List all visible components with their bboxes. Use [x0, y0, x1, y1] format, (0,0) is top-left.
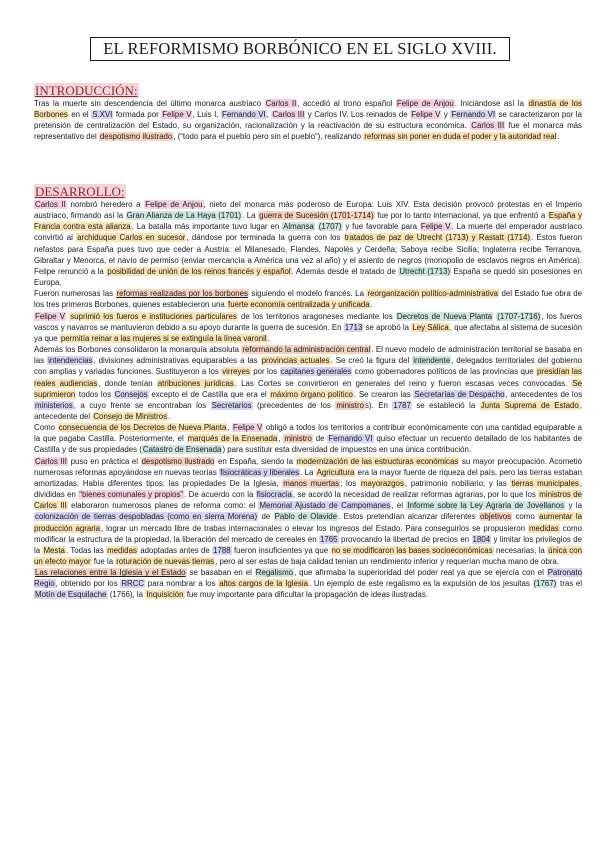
highlight-mark: Utrecht (1713): [399, 266, 451, 276]
highlight-mark: Fernando VI: [451, 110, 496, 120]
highlight-mark: ministro: [284, 434, 312, 444]
highlight-mark: Fernando VI: [222, 110, 266, 120]
highlight-mark: colonización de tierras despobladas (como en sierra Morena): [35, 512, 258, 522]
highlight-mark: consecuencia de los Decretos de Nueva Planta: [58, 423, 227, 433]
highlight-mark: reformas sin poner en duda el poder y la autoridad real: [364, 132, 557, 142]
highlight-mark: Carlos II: [35, 200, 66, 209]
highlight-mark: 1804: [472, 534, 491, 544]
highlight-mark: 1787: [393, 400, 411, 410]
highlight-mark: Inquisición: [146, 590, 184, 600]
highlight-mark: Junta Suprema de Estado: [480, 400, 579, 410]
highlight-mark: ministro: [336, 400, 364, 410]
paragraph-carlos-iii: Carlos III puso en práctica el despotismo ilustrado en España, siendo la modernización de las estructuras económicas su mayor preocupación. Acometió numerosas reformas apoyándose en nuevas teorías fisiocráticas y liberales. La Agricultura era la mayor fuente de riqueza del país, pero las tierras estaban amortizadas. Había diferentes tipos: las propiedades De la Iglesia, manos muertas; los mayorazgos, patrimonio nobiliario; y las tierras municipales, divididas en “bienes comunales y propios”. De acuerdo con la fisiocracia, se acordó la necesidad de realizar reformas agrarias, por lo que los ministros de Carlos III elaboraron numerosos planes de reforma como: el Memorial Ajustado de Campomanes, el Informe sobre la Ley Agraria de Jovellanos y la colonización de tierras despobladas (como en sierra Morena) de Pablo de Olavide. Estos pretendían alcanzar diferentes objetivos como aumentar la producción agraria, lograr un mercado libre de trabas internacionales o elevar los ingresos del Estado. Para conseguirlos se propusieron medidas como modificar la estructura de la propiedad, la liberación del mercado de cereales en 1765 provocando la libertad de precios en 1804 y limitar los privilegios de la Mesta. Todas las medidas adoptadas antes de 1788 fueron insuficientes ya que no se modificaron las bases socioeconómicas necesarias, la única con un efecto mayor fue la roturación de nuevas tierras, pero al ser estas de baja calidad tenían un rendimiento inferior y requerían mucha mano de obra.: [34, 456, 583, 566]
highlight-mark: “bienes comunales y propios”: [79, 490, 184, 500]
paragraph-reformas: Fueron numerosas las reformas realizadas por los borbones siguiendo el modelo francés. La reorganización político-administrativa del Estado fue obra de los tres primeros Borbones, quienes establecieron una fuerte economía centralizada y unificada.: [34, 289, 582, 310]
paragraph-regalismo: Las relaciones entre la Iglesia y el Estado se basaban en el Regalismo, que afirmaba la superioridad del poder real ya que se ejercía con el Patronato Regio, obtenido por los RRCC para nombrar a los altos cargos de la Iglesia. Un ejemplo de este regalismo es la expulsión de los jesuitas (1767) tras el Motín de Esquilache (1766), la Inquisición fue muy importante para dificultar la propagación de ideas ilustradas.: [34, 568, 582, 600]
highlight-mark: virreyes: [222, 367, 250, 377]
highlight-mark: tratados de paz de Utrecht (1713) y Rastatt (1714): [344, 233, 531, 243]
paragraph-sucesion: Carlos II nombró heredero a Felipe de Anjou, nieto del monarca más poderoso de Europa: Luis XIV. Esta decisión provocó protestas en el Imperio austriaco, firmando así la Gran Alianza de La Haya (1701). La guerra de Sucesión (1701-1714) fue por lo tanto internacional, ya que enfrentó a España y Francia contra esta alianza. La batalla más importante tuvo lugar en Almansa (1707) y fue favorable para Felipe V. La muerte del emperador austriaco convirtió al archiduque Carlos en sucesor, dándose por terminada la guerra con los tratados de paz de Utrecht (1713) y Rastatt (1714). Estos fueron nefastos para España pues tuvo que ceder a Austria: el Milanesado, Flandes, Napolés y Cerdeña; Saboya recibe Sicilia; Inglaterra recibe Terranova, Gibraltar y Menorca, el navío de permiso (enviar mercancía a América una vez al año) y el asiento de negros (monopolio de esclavos negros en América). Felipe renunció a la posibilidad de unión de los reinos francés y español. Además desde el tratado de Utrecht (1713) España se quedó sin posesiones en Europa.: [34, 200, 582, 288]
highlight-mark: Felipe V: [233, 423, 263, 433]
highlight-mark: Felipe V: [35, 311, 65, 321]
highlight-mark: atribuciones jurídicas: [157, 378, 234, 388]
highlight-mark: Informe sobre la Ley Agraria de Jovellanos: [407, 501, 565, 511]
highlight-mark: Felipe V: [420, 222, 451, 232]
highlight-mark: Felipe V: [162, 110, 192, 120]
highlight-mark: presidían las reales audiencias: [34, 367, 582, 388]
highlight-mark: reformando la administración central: [242, 345, 371, 355]
highlight-mark: provincias actuales: [261, 356, 330, 366]
highlight-mark: suprimió los fueros e instituciones particulares: [70, 311, 237, 321]
highlight-mark: única con un efecto mayor: [34, 545, 582, 566]
highlight-mark: reorganización político-administrativa: [367, 289, 498, 299]
highlight-mark: marqués de la Ensenada: [187, 434, 278, 444]
highlight-mark: dinastía de los Borbones: [34, 99, 582, 120]
paragraph-administracion: Además los Borbones consolidaron la monarquía absoluta reformando la administración central. El nuevo modelo de administración territorial se basaba en las intendencias, divisiones administrativas equiparables a las provincias actuales. Se creó la figura del intendente, delegados territoriales del gobierno con amplias y variadas funciones. Sustituyeron a los virreyes por los capitanes generales como gobernadores políticos de las provincias que presidían las reales audiencias, donde tenían atribuciones jurídicas. Las Cortes se convirtieron en generales del reino y fueron escasas veces convocadas. Se suprimieron todos los Consejos excepto el de Castilla que era el máximo órgano político. Se crearon las Secretarías de Despacho, antecedentes de los ministerios, a cuyo frente se encontraban los Secretarios (precedentes de los ministros). En 1787 se estableció la Junta Suprema de Estado, antecedente del Consejo de Ministros.: [34, 345, 583, 421]
highlight-mark: Gran Alianza de La Haya (1701): [126, 211, 242, 221]
highlight-mark: capitanes generales: [280, 367, 352, 377]
highlight-mark: medidas: [107, 545, 137, 555]
highlight-mark: intendencias: [48, 356, 93, 366]
highlight-mark: S.XVI: [92, 110, 113, 120]
highlight-mark: Secretarías de Despacho: [414, 389, 505, 399]
desarrollo-section: [34, 199, 582, 601]
highlight-mark: Las relaciones entre la Iglesia y el Estado: [35, 568, 186, 578]
highlight-mark: Mesta: [43, 545, 65, 555]
highlight-mark: 1788: [213, 545, 231, 555]
highlight-mark: (1707-1716): [497, 311, 541, 321]
highlight-mark: manos muertas: [283, 478, 340, 488]
highlight-mark: mayorazgos: [360, 478, 404, 488]
highlight-mark: (1707): [318, 222, 342, 232]
highlight-mark: guerra de Sucesión (1701-1714): [259, 211, 374, 221]
intro-heading: INTRODUCCIÓN:: [35, 83, 138, 98]
highlight-mark: roturación de nuevas tierras: [116, 557, 215, 566]
highlight-mark: modernización de las estructuras económicas: [296, 456, 459, 466]
highlight-mark: intendente: [413, 356, 451, 366]
highlight-mark: 1713: [344, 322, 363, 332]
highlight-mark: Felipe de Anjou: [396, 99, 454, 108]
highlight-mark: aumentar la producción agraria: [34, 512, 582, 533]
highlight-mark: Motín de Esquilache: [35, 590, 107, 600]
highlight-mark: ministros de Carlos III: [34, 490, 583, 511]
highlight-mark: despotismo ilustrado: [141, 456, 215, 466]
highlight-mark: Ley Sálica: [412, 322, 449, 332]
highlight-mark: Carlos III: [471, 121, 505, 131]
highlight-mark: Felipe de Anjou: [145, 200, 203, 209]
highlight-mark: ministerios: [35, 400, 73, 410]
highlight-mark: Catastro de Ensenada: [142, 445, 222, 455]
highlight-mark: fisiocráticas y liberales: [220, 467, 300, 477]
highlight-mark: medidas: [528, 523, 559, 533]
highlight-mark: Se suprimieron: [34, 378, 582, 399]
highlight-mark: Consejos: [114, 389, 148, 399]
highlight-mark: España y Francia contra esta alianza: [34, 211, 582, 232]
highlight-mark: máximo órgano político: [270, 389, 353, 399]
highlight-mark: despotismo ilustrado: [99, 132, 173, 142]
highlight-mark: RRCC: [121, 579, 145, 589]
highlight-mark: Felipe V: [411, 110, 441, 120]
highlight-mark: (1767): [533, 579, 557, 589]
desarrollo-heading: DESARROLLO:: [35, 184, 125, 199]
intro-paragraph: Tras la muerte sin descendencia del último monarca austriaco Carlos II, accedió al trono español Felipe de Anjou. Iniciándose así la dinastía de los Borbones en el S.XVI formada por Felipe V, Luis I, Fernando VI, Carlos III y Carlos IV. Los reinados de Felipe V y Fernando VI se caracterizaron por la pretensión de centralización del Estado, su organización, racionalización y la reactivación de su estructura económica. Carlos III fue el monarca más representativo del despotismo ilustrado, (“todo para el pueblo pero sin el pueblo”), realizando reformas sin poner en duda el poder y la autoridad real.: [34, 99, 582, 142]
highlight-mark: archiduque Carlos en sucesor: [77, 233, 186, 243]
highlight-mark: permitía reinar a las mujeres si se extinguía la línea varonil: [60, 333, 267, 343]
highlight-mark: Carlos III: [272, 110, 305, 120]
highlight-mark: Carlos III: [35, 456, 67, 466]
highlight-mark: no se modificaron las bases socioeconómicas: [331, 545, 493, 555]
intro-section: [34, 98, 582, 143]
highlight-mark: Patronato Regio: [34, 568, 582, 589]
highlight-mark: fuerte economía centralizada y unificada: [228, 300, 370, 310]
highlight-mark: Regalismo: [255, 568, 294, 578]
highlight-mark: 1765: [320, 534, 338, 544]
document-title: EL REFORMISMO BORBÓNICO EN EL SIGLO XVIII.: [90, 37, 510, 61]
paragraph-nueva-planta: Felipe V suprimió los fueros e instituciones particulares de los territorios aragoneses mediante los Decretos de Nueva Planta (1707-1716), los fueros vascos y navarros se mantuvieron debido a su apoyo durante la guerra de sucesión. En 1713 se aprobó la Ley Sálica, que afectaba al sistema de sucesión ya que permitía reinar a las mujeres si se extinguía la línea varonil.: [34, 311, 583, 343]
highlight-mark: tierras municipales: [511, 478, 579, 488]
highlight-mark: Consejo de Ministros: [93, 411, 168, 421]
highlight-mark: objetivos: [479, 512, 512, 522]
highlight-mark: Memorial Ajustado de Campomanes: [259, 501, 391, 511]
highlight-mark: altos cargos de la Iglesia: [219, 579, 309, 589]
highlight-mark: reformas realizadas por los borbones: [116, 289, 248, 299]
highlight-mark: fisiocracia: [256, 490, 292, 500]
highlight-mark: Almansa: [283, 222, 314, 232]
highlight-mark: Decretos de Nueva Planta: [396, 311, 493, 321]
highlight-mark: Secretarios: [211, 400, 252, 410]
highlight-mark: Pablo de Olavide: [274, 512, 338, 522]
highlight-mark: Carlos II: [265, 99, 297, 108]
highlight-mark: Agricultura: [316, 467, 355, 477]
paragraph-hacienda: Como consecuencia de los Decretos de Nueva Planta, Felipe V obligó a todos los territorios a contribuir económicamente con una cantidad equiparable a la que pagaba Castilla. Posteriormente, el marqués de la Ensenada, ministro de Fernando VI quiso efectuar un recuento detallado de los habitantes de Castilla y de sus propiedades (Catastro de Ensenada) para sustituir esta diversidad de impuestos en una única contribución.: [34, 423, 583, 455]
highlight-mark: Fernando VI: [328, 434, 373, 444]
highlight-mark: posibilidad de unión de los reinos francés y español: [107, 266, 291, 276]
